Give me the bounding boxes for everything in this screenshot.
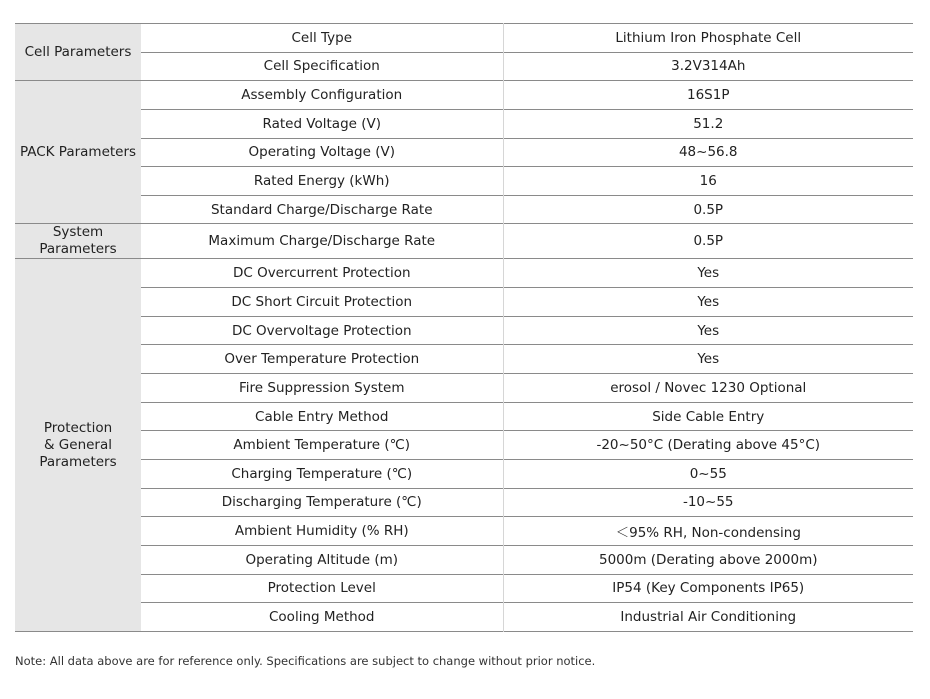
spec-table [15,23,913,632]
parameter-name: Rated Energy (kWh) [141,167,503,196]
parameter-name: Discharging Temperature (℃) [141,488,503,517]
parameter-value: 16 [699,173,717,190]
group-label: Protection & General Parameters [15,259,141,631]
parameter-name: DC Overvoltage Protection [141,316,503,345]
parameter-name: Standard Charge/Discharge Rate [141,195,503,224]
parameter-name: Assembly Configuration [141,81,503,110]
group-label: Cell Parameters [15,24,141,81]
parameter-name: Ambient Temperature (℃) [141,431,503,460]
table-row [15,316,913,345]
parameter-value: -20~50°C (Derating above 45°C) [596,437,821,454]
table-row [15,345,913,374]
parameter-value: 5000m (Derating above 2000m) [598,551,818,568]
parameter-name: Over Temperature Protection [141,345,503,374]
parameter-value: 3.2V314Ah [671,58,746,75]
group-label: System Parameters [15,224,141,259]
parameter-name: Maximum Charge/Discharge Rate [141,224,503,259]
parameter-name: Operating Voltage (V) [141,138,503,167]
parameter-name: Rated Voltage (V) [141,109,503,138]
table-row [15,138,913,167]
table-row [15,259,913,288]
parameter-name: Ambient Humidity (% RH) [141,517,503,546]
parameter-name: Fire Suppression System [141,374,503,403]
parameter-name: DC Short Circuit Protection [141,288,503,317]
spec-table-body [15,24,913,632]
parameter-value: Industrial Air Conditioning [620,608,797,625]
table-row [15,603,913,632]
parameter-name: DC Overcurrent Protection [141,259,503,288]
parameter-value: -10~55 [682,494,734,511]
parameter-name: Cell Type [141,24,503,53]
group-label: PACK Parameters [15,81,141,224]
parameter-value: Yes [697,265,720,282]
table-row [15,574,913,603]
table-row [15,431,913,460]
table-row [15,288,913,317]
parameter-value: Side Cable Entry [652,408,765,425]
table-row [15,52,913,81]
parameter-value: erosol / Novec 1230 Optional [610,379,807,396]
parameter-value: IP54 (Key Components IP65) [612,580,805,597]
table-row [15,81,913,110]
footnote: Note: All data above are for reference only. Specifications are subject to change without prior notice. [15,654,596,668]
parameter-value: 16S1P [687,87,730,104]
parameter-value: 48~56.8 [678,144,738,161]
table-row [15,402,913,431]
parameter-name: Cooling Method [141,603,503,632]
parameter-name: Operating Altitude (m) [141,545,503,574]
parameter-value: Yes [697,293,720,310]
table-row [15,24,913,53]
parameter-name: Cell Specification [141,52,503,81]
parameter-value: 0~55 [689,465,727,482]
parameter-value: ＜95% RH, Non-condensing [615,525,801,542]
table-row [15,224,913,259]
parameter-name: Cable Entry Method [141,402,503,431]
parameter-name: Protection Level [141,574,503,603]
table-row [15,517,913,546]
parameter-value: Yes [697,322,720,339]
table-row [15,167,913,196]
table-row [15,374,913,403]
parameter-value: Lithium Iron Phosphate Cell [615,29,802,46]
table-row [15,545,913,574]
parameter-name: Charging Temperature (℃) [141,459,503,488]
table-row [15,109,913,138]
parameter-value: 0.5P [693,233,724,250]
parameter-value: Yes [697,351,720,368]
table-row [15,195,913,224]
parameter-value: 51.2 [693,115,724,132]
parameter-value: 0.5P [693,201,724,218]
table-row [15,488,913,517]
table-row [15,459,913,488]
